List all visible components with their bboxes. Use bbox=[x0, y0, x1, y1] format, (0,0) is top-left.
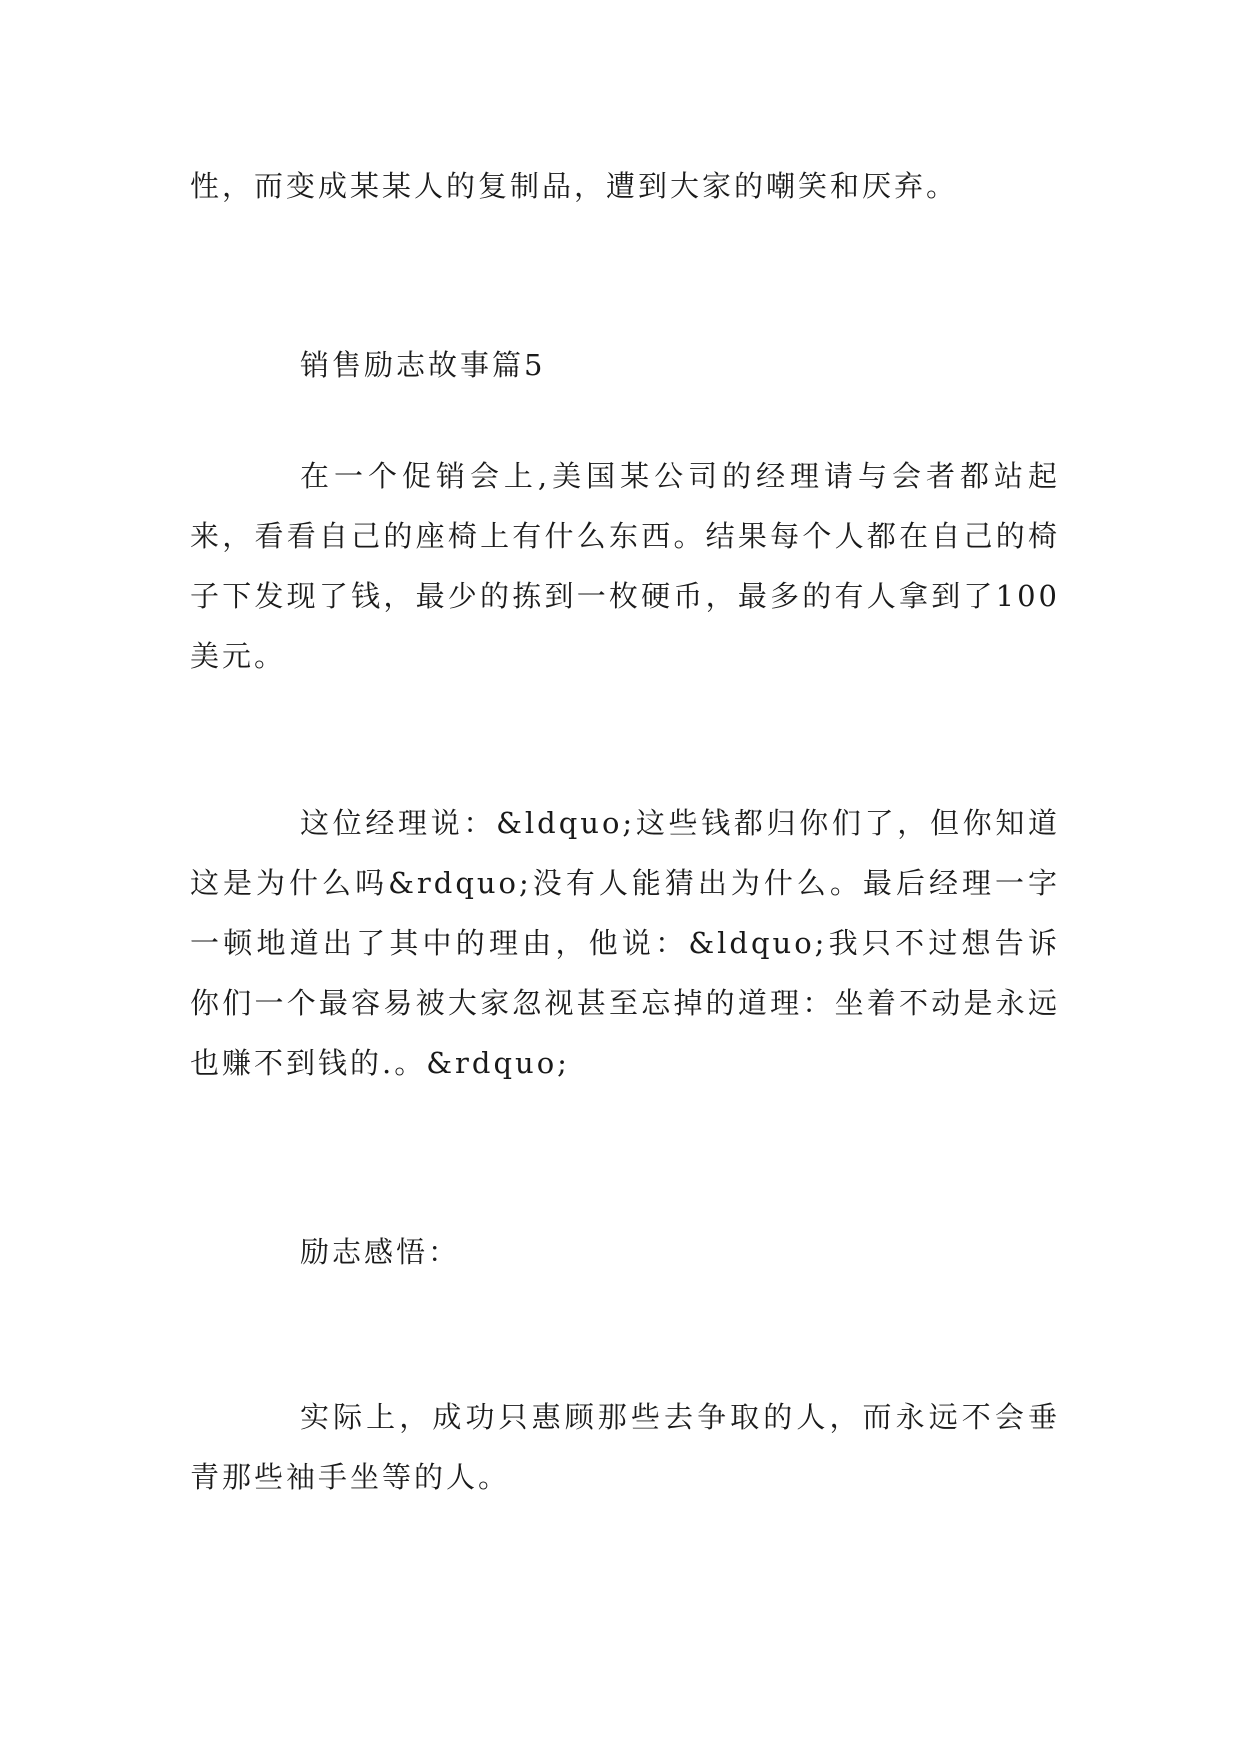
section-subheading: 励志感悟： bbox=[300, 1235, 461, 1269]
section-heading: 销售励志故事篇5 bbox=[300, 348, 546, 382]
paragraph-manager-quote: 这位经理说：&ldquo;这些钱都归你们了，但你知道这是为什么吗&rdquo;没有人能猜出为什么。最后经理一字一顿地道出了其中的理由，他说：&ldquo;我只不过想告诉你们一个最容易被大家忽视甚至忘掉的道理：坐着不动是永远也赚不到钱的.。&rdquo; bbox=[190, 806, 1061, 1080]
paragraph-story: 在一个促销会上,美国某公司的经理请与会者都站起来，看看自己的座椅上有什么东西。结果每个人都在自己的椅子下发现了钱，最少的拣到一枚硬币，最多的有人拿到了100美元。 bbox=[190, 459, 1060, 673]
paragraph-continuation: 性，而变成某某人的复制品，遭到大家的嘲笑和厌弃。 bbox=[190, 169, 959, 203]
paragraph-conclusion: 实际上，成功只惠顾那些去争取的人，而永远不会垂青那些袖手坐等的人。 bbox=[190, 1400, 1060, 1494]
